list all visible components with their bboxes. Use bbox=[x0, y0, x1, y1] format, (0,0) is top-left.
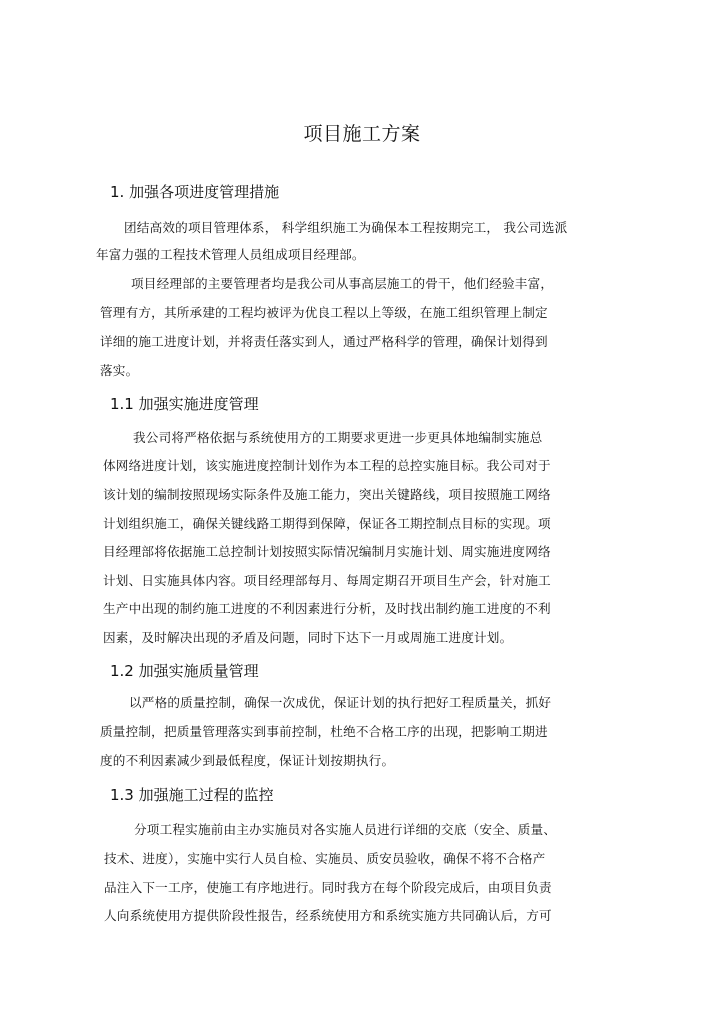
paragraph-line: 落实。 bbox=[100, 363, 139, 378]
paragraph-line: 体网络进度计划，该实施进度控制计划作为本工程的总控实施目标。我公司对于 bbox=[103, 458, 551, 473]
paragraph-line: 我公司将严格依据与系统使用方的工期要求更进一步更具体地编制实施总 bbox=[133, 430, 543, 445]
paragraph-line: 质量控制，把质量管理落实到事前控制，杜绝不合格工序的出现，把影响工期进 bbox=[100, 724, 548, 739]
paragraph-line: 项目经理部的主要管理者均是我公司从事高层施工的骨干，他们经验丰富， bbox=[131, 276, 554, 291]
paragraph-line: 详细的施工进度计划，并将责任落实到人，通过严格科学的管理，确保计划得到 bbox=[100, 334, 548, 349]
paragraph-line: 度的不利因素减少到最低程度，保证计划按期执行。 bbox=[100, 753, 395, 768]
paragraph-line: 以严格的质量控制，确保一次成优，保证计划的执行把好工程质量关，抓好 bbox=[129, 695, 552, 710]
paragraph-line: 团结高效的项目管理体系， 科学组织施工为确保本工程按期完工， 我公司选派 bbox=[124, 220, 568, 235]
section-heading: 1.2 加强实施质量管理 bbox=[110, 662, 259, 680]
paragraph-line: 因素，及时解决出现的矛盾及问题，同时下达下一月或周施工进度计划。 bbox=[103, 630, 513, 645]
paragraph-line: 品注入下一工序，使施工有序地进行。同时我方在每个阶段完成后，由项目负责 bbox=[104, 880, 552, 895]
paragraph-line: 计划组织施工，确保关键线路工期得到保障，保证各工期控制点目标的实现。项 bbox=[103, 516, 551, 531]
paragraph-line: 该计划的编制按照现场实际条件及施工能力，突出关键路线，项目按照施工网络 bbox=[103, 487, 551, 502]
section-heading: 1.3 加强施工过程的监控 bbox=[110, 786, 274, 804]
paragraph-line: 生产中出现的制约施工进度的不利因素进行分析，及时找出制约施工进度的不利 bbox=[103, 601, 551, 616]
paragraph-line: 技术、进度），实施中实行人员自检、实施员、质安员验收，确保不将不合格产 bbox=[104, 851, 546, 866]
paragraph-line: 人向系统使用方提供阶段性报告，经系统使用方和系统实施方共同确认后，方可 bbox=[104, 908, 552, 923]
paragraph-line: 年富力强的工程技术管理人员组成项目经理部。 bbox=[96, 247, 365, 262]
paragraph-line: 管理有方，其所承建的工程均被评为优良工程以上等级，在施工组织管理上制定 bbox=[100, 305, 548, 320]
paragraph-line: 分项工程实施前由主办实施员对各实施人员进行详细的交底（安全、质量、 bbox=[134, 822, 557, 837]
section-heading: 1.1 加强实施进度管理 bbox=[110, 395, 259, 413]
section-heading: 1. 加强各项进度管理措施 bbox=[110, 183, 280, 201]
paragraph-line: 目经理部将依据施工总控制计划按照实际情况编制月实施计划、周实施进度网络 bbox=[103, 544, 551, 559]
document-title: 项目施工方案 bbox=[303, 123, 421, 145]
paragraph-line: 计划、日实施具体内容。项目经理部每月、每周定期召开项目生产会，针对施工 bbox=[103, 573, 551, 588]
